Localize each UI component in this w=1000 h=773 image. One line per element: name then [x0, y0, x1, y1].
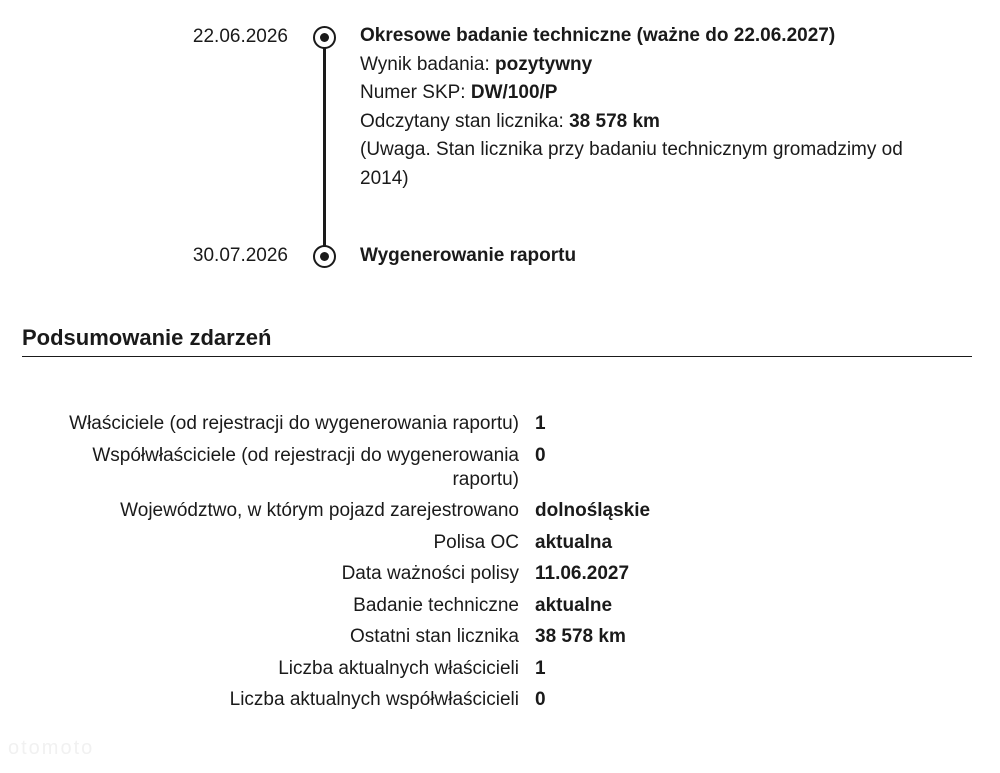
summary-label: Ostatni stan licznika [350, 626, 519, 647]
section-title: Podsumowanie zdarzeń [22, 325, 272, 350]
summary-row [0, 499, 1000, 523]
summary-value: 1 [535, 413, 546, 434]
timeline-dot-icon [313, 26, 336, 49]
summary-label: Właściciele (od rejestracji do wygenerowania raportu) [69, 413, 519, 434]
summary-label: Liczba aktualnych współwłaścicieli [229, 689, 519, 710]
odometer-reading-label: Odczytany stan licznika: [360, 110, 564, 132]
inspection-result-value: pozytywny [495, 53, 593, 75]
event-details [360, 242, 930, 271]
inspection-result [360, 51, 930, 80]
summary-label: Współwłaściciele (od rejestracji do wygenerowania raportu) [92, 444, 519, 490]
event-title: Wygenerowanie raportu [360, 245, 577, 266]
odometer-note: (Uwaga. Stan licznika przy badaniu technicznym gromadzimy od 2014) [360, 139, 903, 189]
summary-value: 0 [535, 689, 546, 710]
summary-row [0, 444, 1000, 492]
summary-row [0, 531, 1000, 555]
summary-label: Data ważności polisy [341, 563, 519, 584]
event-date: 22.06.2026 [192, 26, 288, 47]
section-divider [22, 356, 972, 357]
summary-value: 0 [535, 444, 546, 466]
skp-number-value: DW/100/P [470, 82, 558, 103]
summary-row [0, 625, 1000, 649]
summary-value: 38 578 km [535, 626, 626, 647]
event-date: 30.07.2026 [192, 245, 288, 266]
skp-number-label: Numer SKP: [360, 82, 466, 103]
event-details [360, 22, 930, 193]
summary-row [0, 562, 1000, 586]
summary-value: aktualna [535, 531, 613, 553]
summary-value: 11.06.2027 [535, 563, 630, 584]
summary-label: Liczba aktualnych właścicieli [278, 657, 519, 679]
timeline-dot-icon [313, 245, 336, 268]
inspection-result-label: Wynik badania: [360, 53, 490, 75]
summary-value: 1 [535, 657, 546, 679]
summary-row [0, 688, 1000, 712]
summary-label: Województwo, w którym pojazd zarejestrowano [120, 500, 519, 521]
odometer-reading-value: 38 578 km [569, 110, 660, 132]
summary-table [0, 412, 1000, 720]
event-title: Okresowe badanie techniczne (ważne do 22.06.2027) [360, 25, 836, 46]
skp-number [360, 79, 930, 108]
summary-label: Badanie techniczne [353, 594, 519, 616]
event-timeline [0, 0, 1000, 300]
summary-row [0, 412, 1000, 436]
watermark-logo: otomoto [8, 737, 95, 759]
summary-label: Polisa OC [433, 531, 519, 553]
odometer-reading [360, 108, 930, 137]
summary-row [0, 594, 1000, 618]
timeline-line [323, 37, 326, 255]
summary-value: aktualne [535, 594, 613, 616]
summary-value: dolnośląskie [535, 500, 651, 521]
summary-row [0, 657, 1000, 681]
